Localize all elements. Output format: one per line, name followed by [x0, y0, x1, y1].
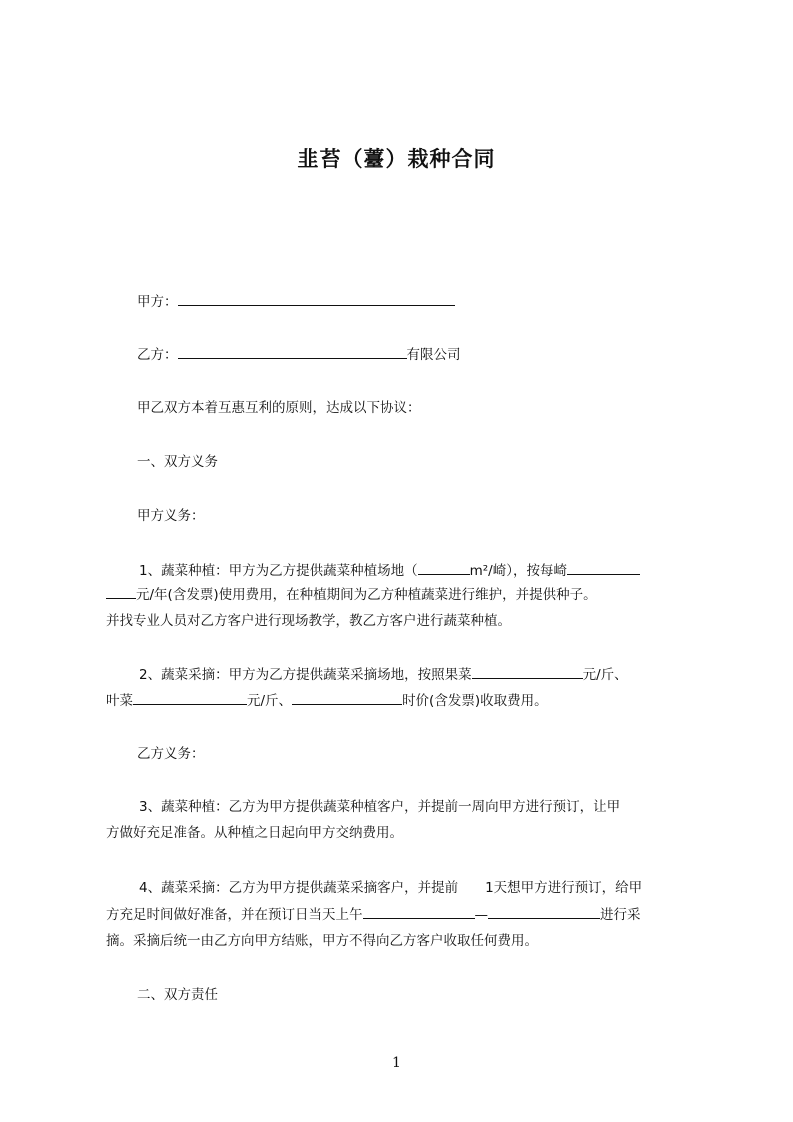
item3-line2: 方做好充足准备。从种植之日起向甲方交纳费用。 [106, 825, 403, 841]
party-a-blank[interactable] [178, 291, 455, 306]
page-number: 1 [392, 1055, 401, 1071]
item4-line3: 摘。采摘后统一由乙方向甲方结账，甲方不得向乙方客户收取任何费用。 [106, 933, 538, 949]
item2-text-d: 元/斤、 [247, 693, 293, 709]
item1-text-c: 元/年(含发票)使用费用，在种植期间为乙方种植蔬菜进行维护，并提供种子。 [136, 587, 597, 603]
item2-line2 [106, 690, 548, 711]
party-a-line [137, 291, 455, 312]
item4-line2 [106, 904, 641, 925]
item2-text-b: 元/斤、 [582, 667, 628, 683]
a-duties-heading: 甲方义务： [137, 508, 205, 524]
item2-fruit-price-blank[interactable] [472, 664, 583, 679]
party-b-line [137, 344, 461, 365]
item1-area-blank[interactable] [418, 560, 470, 575]
item1-line1 [139, 560, 640, 581]
item3-line1: 3、蔬菜种植：乙方为甲方提供蔬菜种植客户，并提前一周向甲方进行预订，让甲 [139, 799, 621, 815]
party-b-blank[interactable] [178, 344, 407, 359]
item2-text-a: 2、蔬菜采摘：甲方为乙方提供蔬菜采摘场地，按照果菜 [139, 667, 472, 683]
item1-price-blank-1[interactable] [567, 560, 640, 575]
b-duties-heading: 乙方义务： [137, 746, 205, 762]
item2-other-blank[interactable] [292, 690, 402, 705]
item1-text-b: m²/崎），按每崎 [469, 563, 567, 579]
item1-price-blank-2[interactable] [106, 584, 136, 599]
item4-end-time-blank[interactable] [488, 904, 600, 919]
party-a-label: 甲方： [137, 294, 178, 310]
item4-text-b: 进行采 [600, 907, 641, 923]
item1-line3: 并找专业人员对乙方客户进行现场教学，教乙方客户进行蔬菜种植。 [106, 613, 511, 629]
item1-line2 [106, 584, 597, 605]
item2-leaf-price-blank[interactable] [133, 690, 247, 705]
item4-text-a: 方充足时间做好准备，并在预订日当天上午 [106, 907, 363, 923]
item2-text-c: 叶菜 [106, 693, 133, 709]
item4-start-time-blank[interactable] [363, 904, 475, 919]
item4-dash: — [474, 907, 488, 923]
section2-heading: 二、双方责任 [137, 987, 218, 1003]
item2-text-e: 时价(含发票)收取费用。 [402, 693, 548, 709]
party-b-suffix: 有限公司 [406, 347, 461, 363]
intro-text: 甲乙双方本着互惠互利的原则，达成以下协议： [137, 400, 421, 416]
section1-heading: 一、双方义务 [137, 454, 218, 470]
item2-line1 [139, 664, 628, 685]
item4-line1: 4、蔬菜采摘：乙方为甲方提供蔬菜采摘客户，并提前 1天想甲方进行预订，给甲 [139, 880, 643, 896]
item1-text-a: 1、蔬菜种植：甲方为乙方提供蔬菜种植场地（ [139, 563, 418, 579]
document-title: 韭苔（薹）栽种合同 [297, 147, 496, 171]
party-b-label: 乙方： [137, 347, 178, 363]
